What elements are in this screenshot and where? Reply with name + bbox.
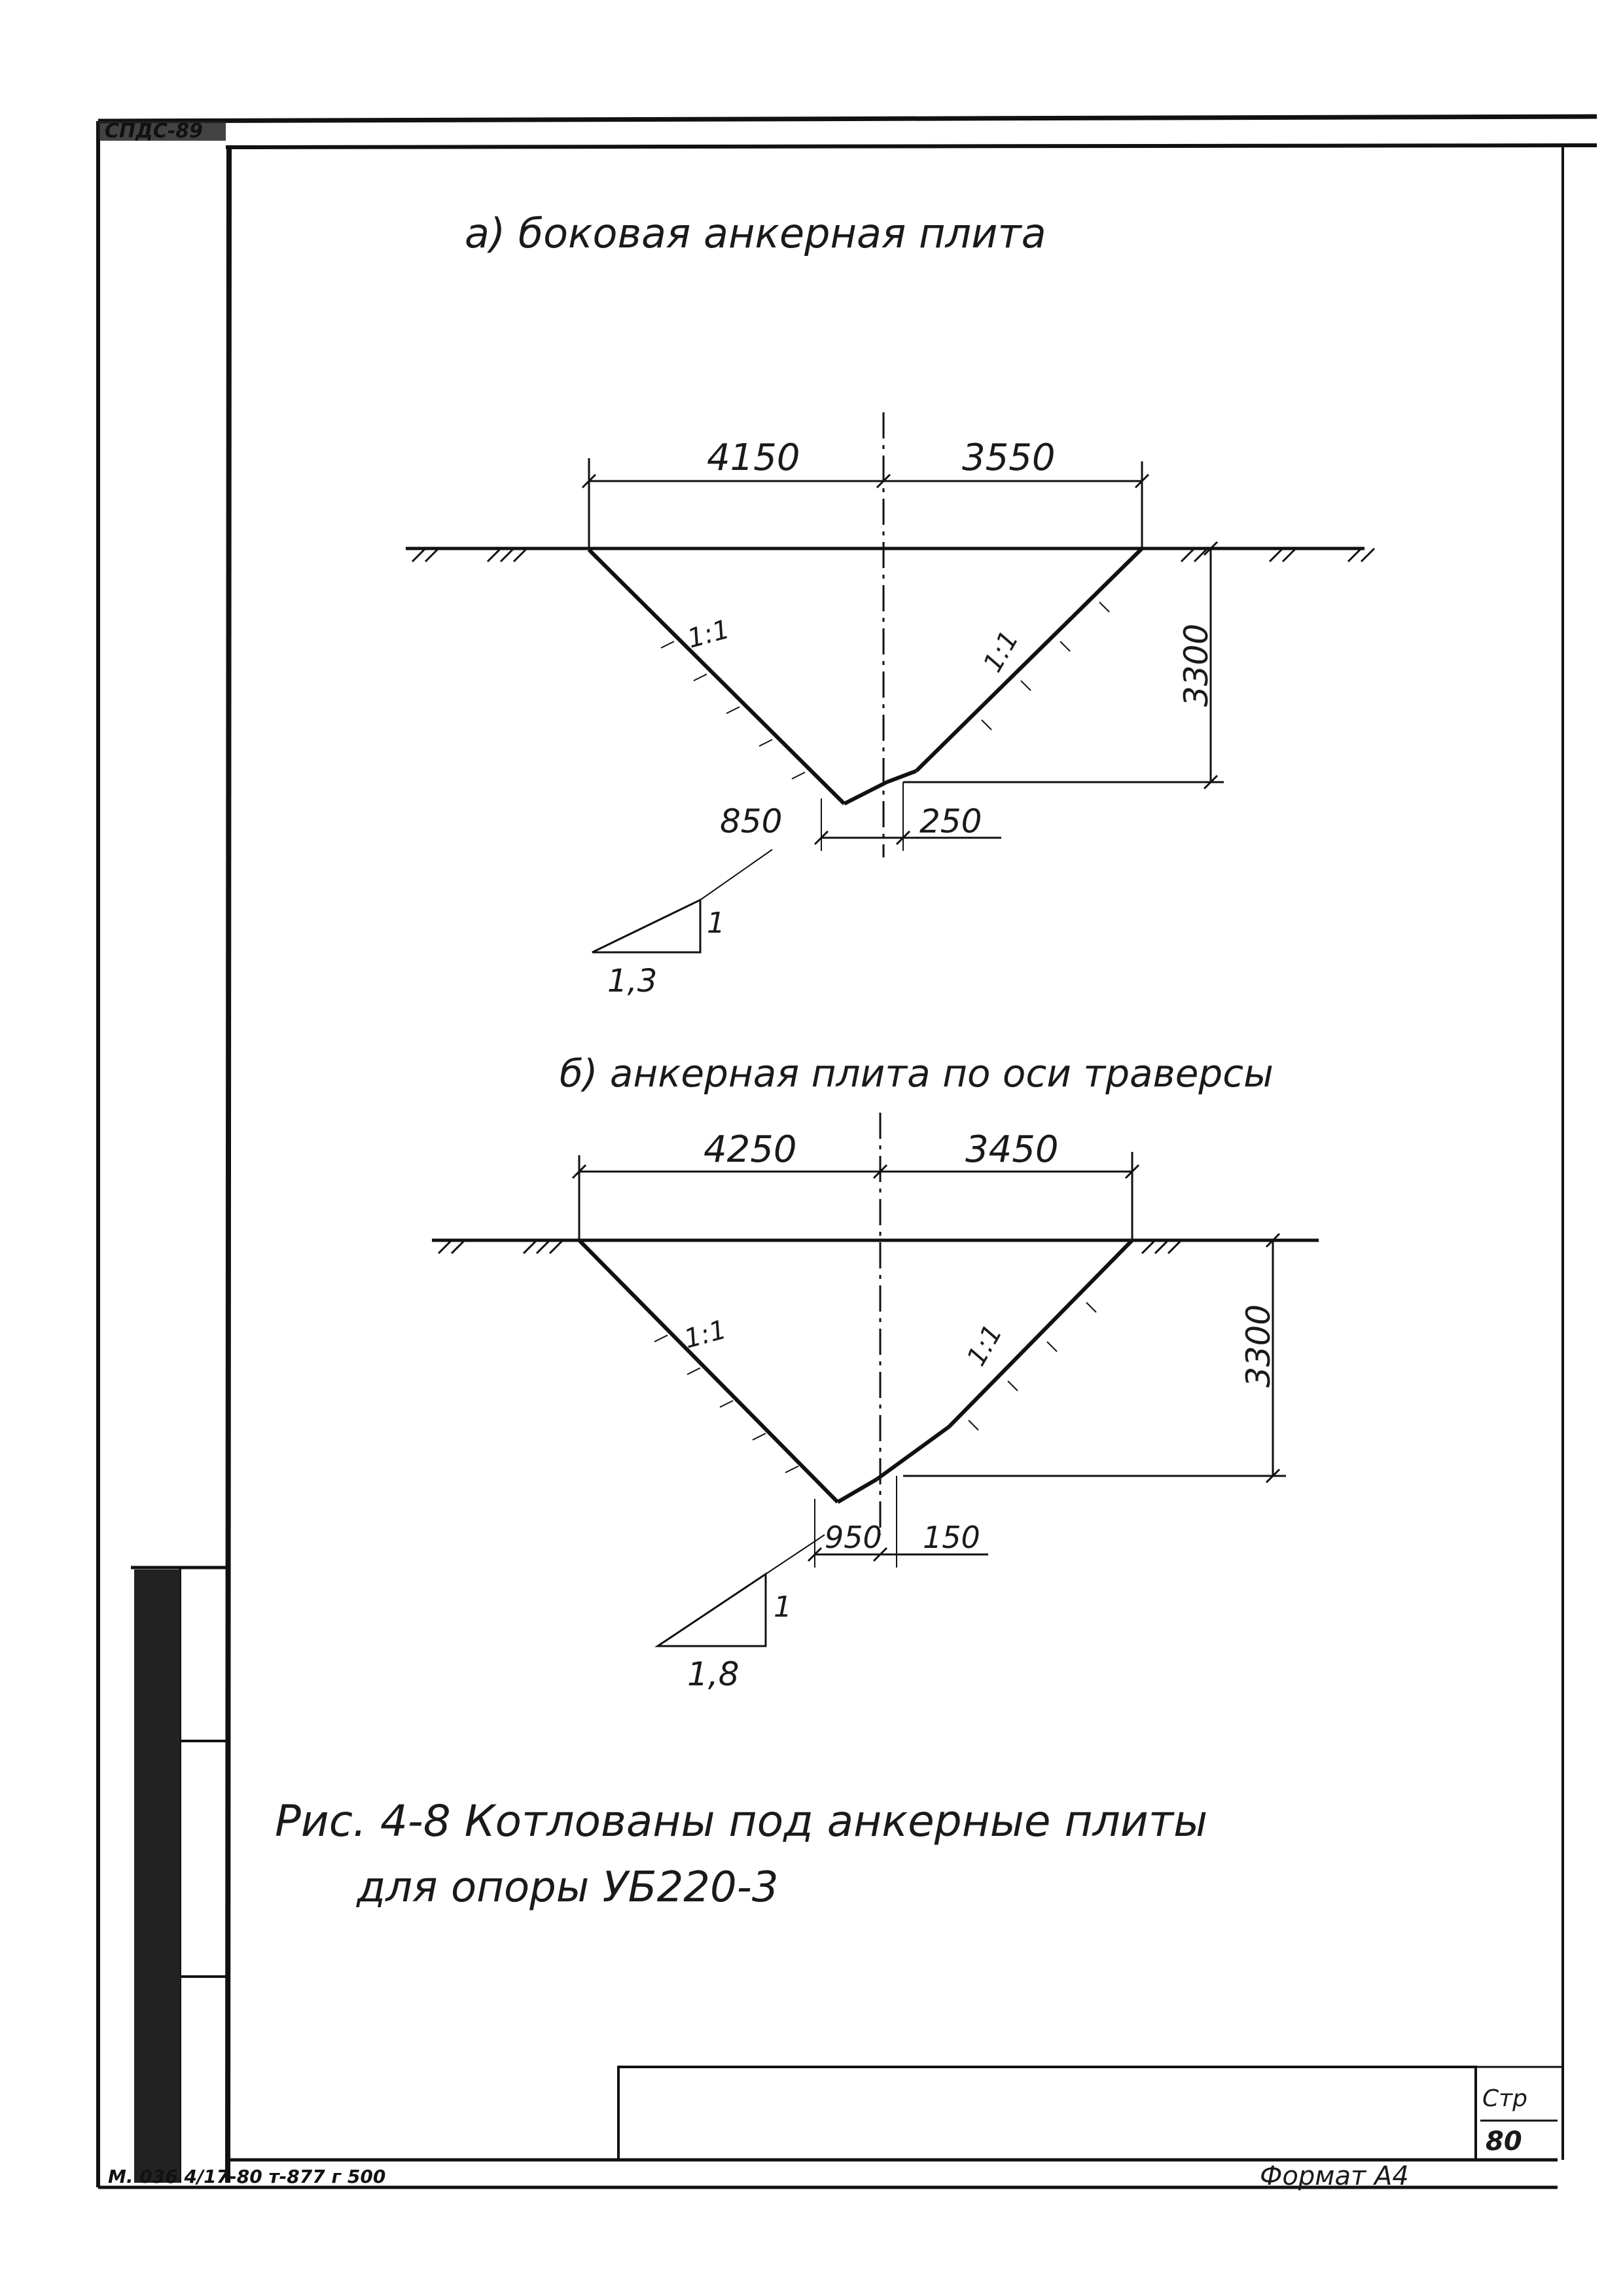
figure-a-slope-left: 1:1	[684, 614, 733, 655]
figure-a-dim-left: 4150	[707, 437, 800, 479]
figure-a-dim-bottom-right: 250	[919, 802, 982, 840]
figure-a-ratio-vertical: 1	[707, 906, 725, 940]
figure-a-title: а) боковая анкерная плита	[465, 209, 1046, 257]
figure-a-ratio-horizontal: 1,3	[607, 963, 658, 999]
figure-b-slope-left: 1:1	[681, 1314, 730, 1355]
figure-b-dim-bottom-right: 150	[923, 1520, 980, 1555]
figure-a-dim-right: 3550	[962, 437, 1056, 479]
sheet-frame	[98, 117, 1597, 2187]
page-label: Стр	[1482, 2085, 1527, 2112]
figure-b-ratio-horizontal: 1,8	[687, 1655, 740, 1693]
figure-a-dim-depth: 3300	[1177, 623, 1215, 707]
figure-b-title: б) анкерная плита по оси траверсы	[560, 1051, 1274, 1096]
figure-b-dim-bottom-left: 950	[825, 1520, 882, 1555]
figure-a-slope-right: 1:1	[977, 626, 1025, 677]
format-label: Формат А4	[1260, 2161, 1409, 2191]
figure-a-excavation	[406, 412, 1374, 952]
figure-b-dim-depth: 3300	[1240, 1304, 1277, 1388]
figure-b-slope-right: 1:1	[961, 1319, 1008, 1371]
bottom-stamp: М. 036 4/17-80 т-877 г 500	[108, 2166, 386, 2187]
caption-line-2: для опоры УБ220-3	[357, 1863, 779, 1912]
figure-b-ratio-vertical: 1	[774, 1590, 792, 1624]
figure-b-excavation	[432, 1113, 1319, 1646]
figure-a-left-slope	[589, 550, 844, 804]
figure-a-right-slope	[916, 548, 1142, 771]
figure-b-left-slope	[579, 1240, 838, 1502]
figure-b-dim-left: 4250	[704, 1128, 797, 1171]
figure-b-dim-right: 3450	[965, 1128, 1059, 1171]
caption-line-1: Рис. 4-8 Котлованы под анкерные плиты	[275, 1796, 1208, 1846]
figure-a-dim-bottom-left: 850	[720, 802, 783, 840]
top-stamp: СПДС-89	[105, 120, 204, 143]
stamp-column-hatch	[134, 1570, 180, 2183]
page-number: 80	[1486, 2126, 1522, 2157]
